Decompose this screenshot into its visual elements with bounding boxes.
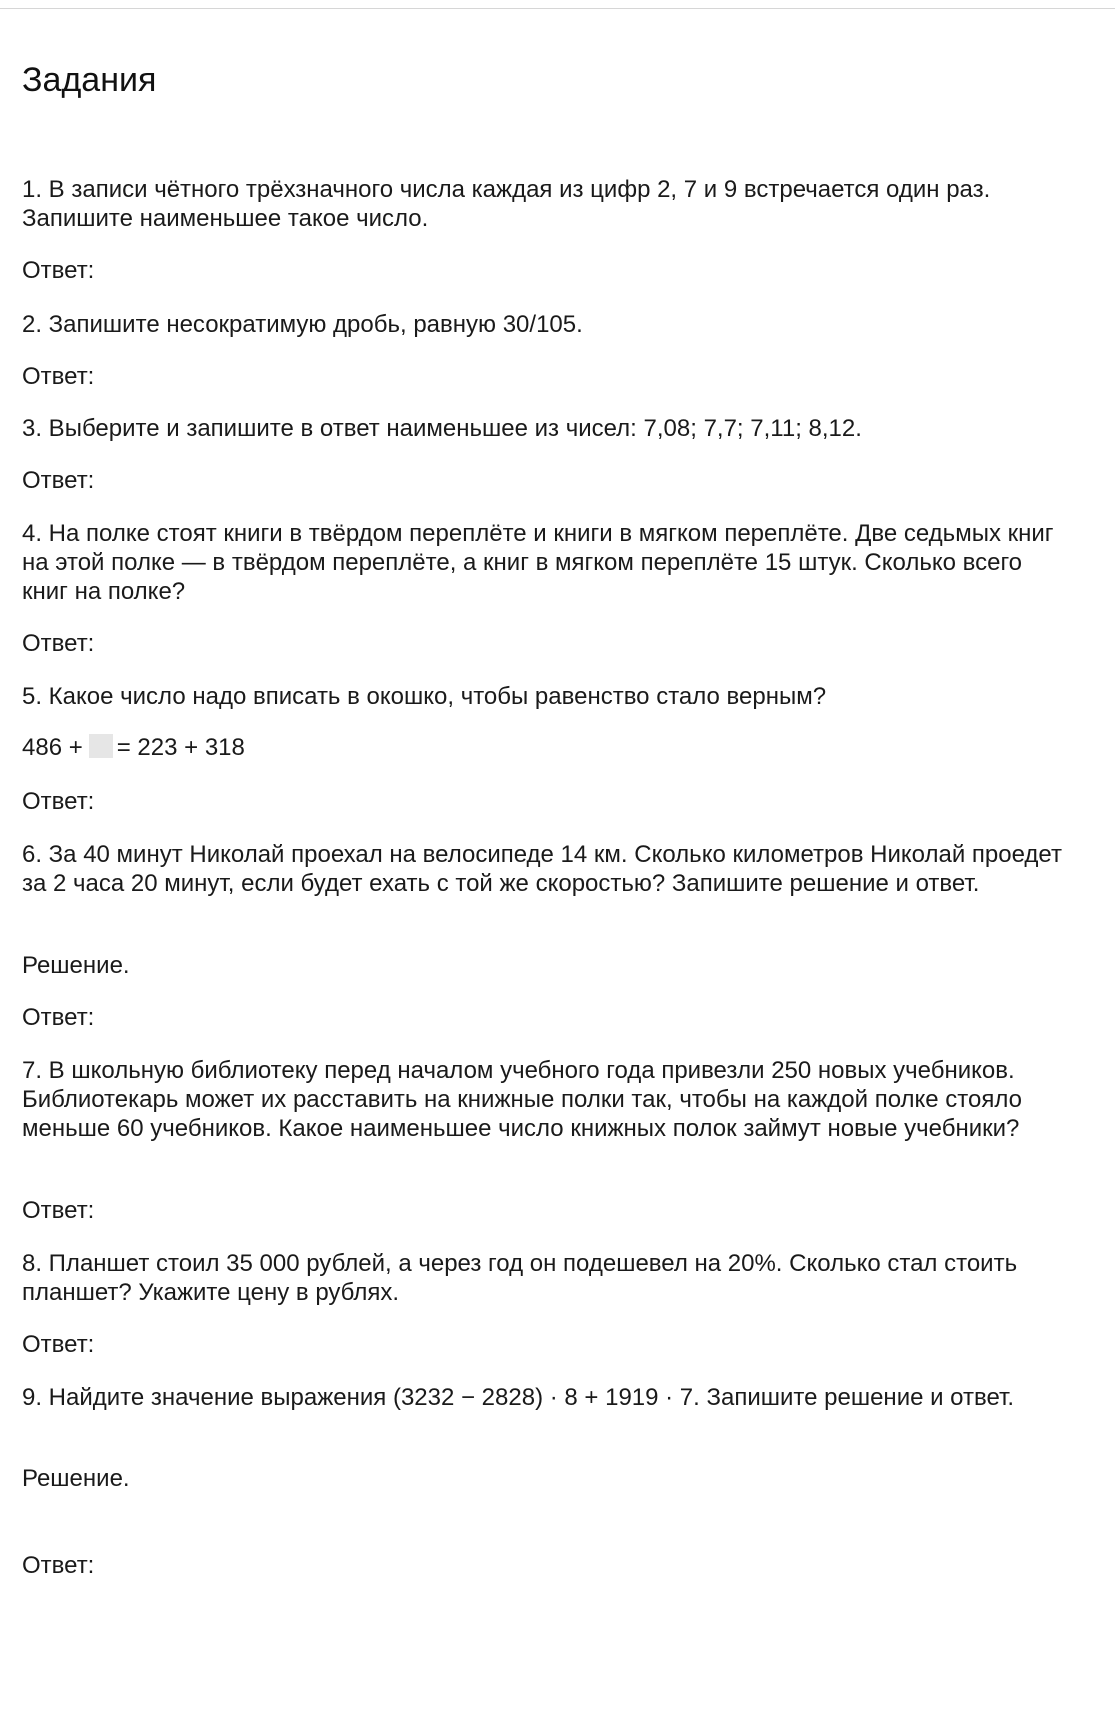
task-9-text: 9. Найдите значение выражения (3232 − 2828) · 8 + 1919 · 7. Запишите решение и ответ. [22, 1384, 1015, 1411]
equation-blank-box [89, 734, 113, 758]
task-8-text: 8. Планшет стоил 35 000 рублей, а через год он подешевел на 20%. Сколько стал стоить планшет? Укажите цену в рублях. [22, 1250, 1018, 1306]
task-3-answer-label: Ответ: [22, 467, 95, 494]
task-5-answer-label: Ответ: [22, 788, 95, 815]
task-1-text: 1. В записи чётного трёхзначного числа каждая из цифр 2, 7 и 9 встречается один раз. Запишите наименьшее такое число. [22, 176, 991, 232]
equation-right: = 223 + 318 [116, 734, 245, 761]
task-3-text: 3. Выберите и запишите в ответ наименьшее из чисел: 7,08; 7,7; 7,11; 8,12. [22, 415, 862, 442]
task-4-text: 4. На полке стоят книги в твёрдом переплёте и книги в мягком переплёте. Две седьмых книг на этой полке — в твёрдом переплёте, а книг в мягком переплёте 15 штук. Сколько всего книг на полке? [22, 520, 1054, 605]
task-8-answer-label: Ответ: [22, 1331, 95, 1358]
top-divider [0, 8, 1115, 9]
task-5-equation [22, 733, 1072, 762]
task-2-answer-label: Ответ: [22, 363, 95, 390]
task-2-text: 2. Запишите несократимую дробь, равную 30/105. [22, 311, 583, 338]
task-7-answer-label: Ответ: [22, 1197, 95, 1224]
task-6-text: 6. За 40 минут Николай проехал на велосипеде 14 км. Сколько километров Николай проедет за 2 часа 20 минут, если будет ехать с той же скоростью? Запишите решение и ответ. [22, 841, 1062, 897]
equation-left: 486 + [22, 734, 83, 761]
task-7-text: 7. В школьную библиотеку перед началом учебного года привезли 250 новых учебников. Библиотекарь может их расставить на книжные полки так, чтобы на каждой полке стояло меньше 60 учебников. Какое наименьшее число книжных полок займут новые учебники? [22, 1057, 1022, 1142]
task-9-answer-label: Ответ: [22, 1552, 95, 1579]
task-9-solution-label: Решение. [22, 1465, 130, 1492]
task-5-text: 5. Какое число надо вписать в окошко, чтобы равенство стало верным? [22, 683, 827, 710]
page-title: Задания [22, 61, 157, 99]
task-6-solution-label: Решение. [22, 952, 130, 979]
task-6-answer-label: Ответ: [22, 1004, 95, 1031]
task-4-answer-label: Ответ: [22, 630, 95, 657]
task-1-answer-label: Ответ: [22, 257, 95, 284]
